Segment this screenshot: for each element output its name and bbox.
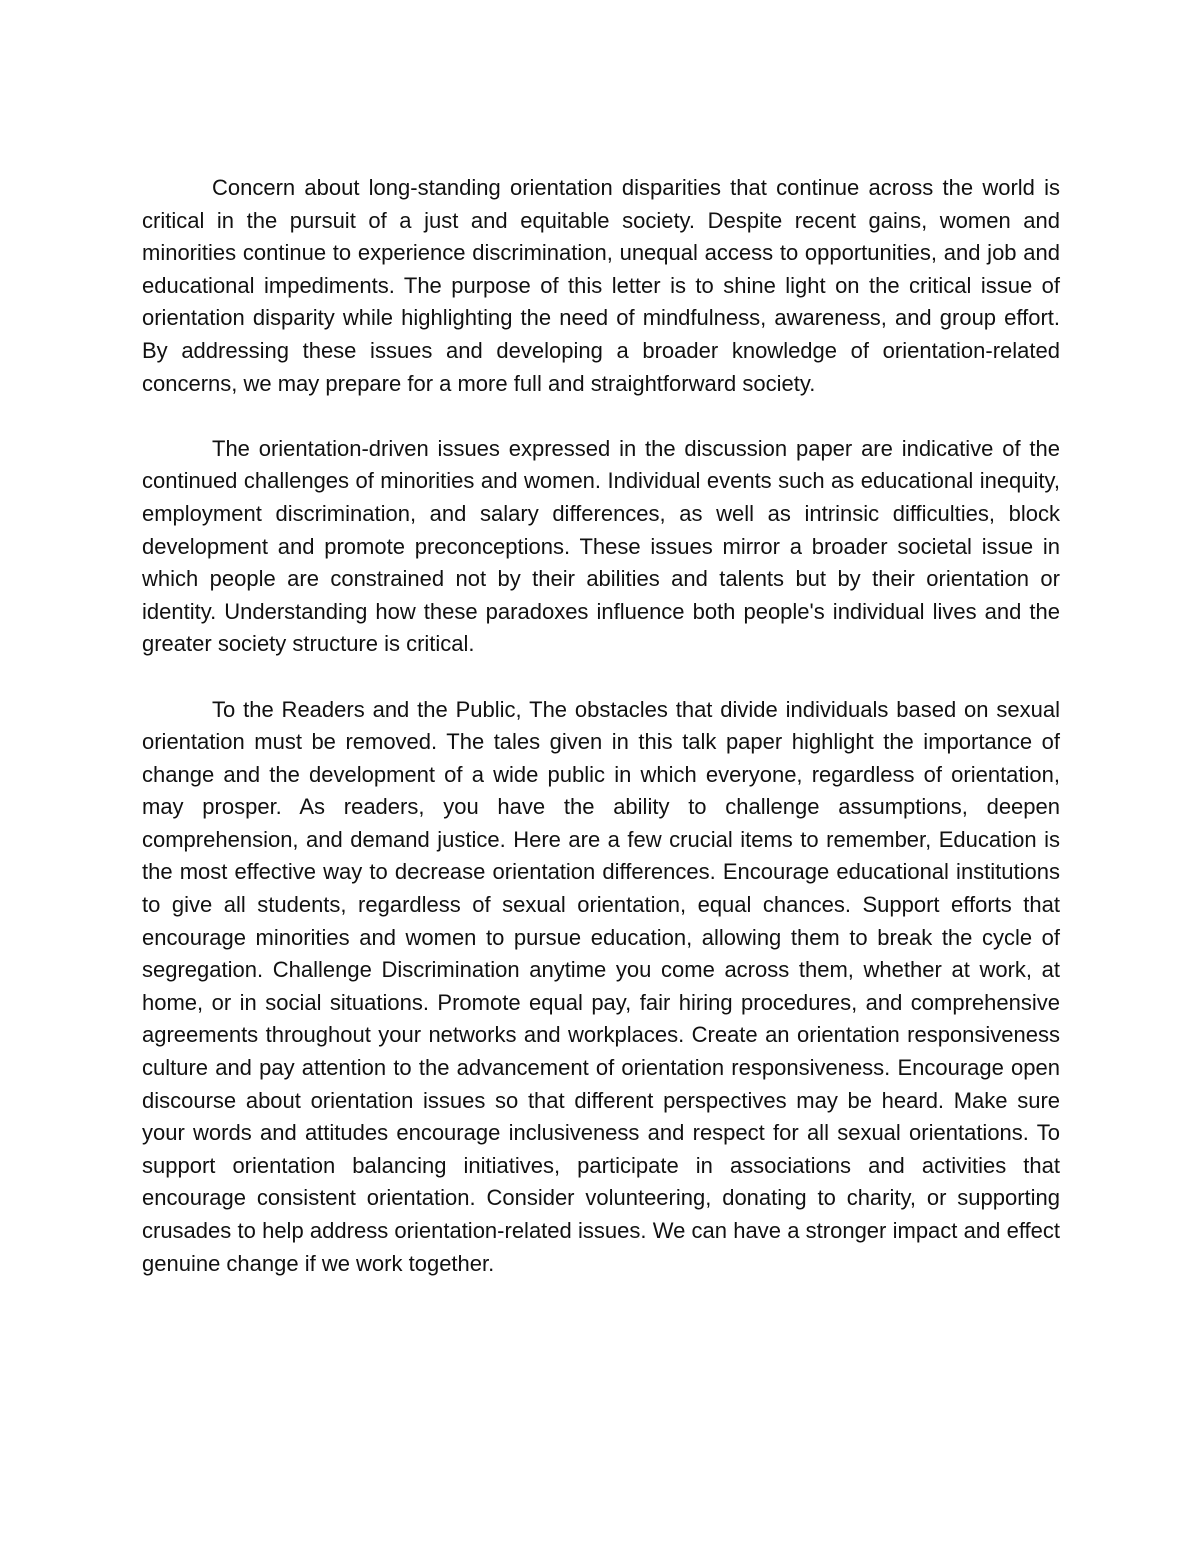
paragraph-2: The orientation-driven issues expressed in the discussion paper are indicative of the continued challenges of minorities and women. Individual events such as educational inequity, employment discrimination, and salary differences, as well as intrinsic difficulties, block development and promote preconceptions. These issues mirror a broader societal issue in which people are constrained not by their abilities and talents but by their orientation or identity. Understanding how these paradoxes influence both people's individual lives and the greater society structure is critical. [142,435,1060,657]
paragraph-3: To the Readers and the Public, The obstacles that divide individuals based on sexual orientation must be removed. The tales given in this talk paper highlight the importance of change and the development of a wide public in which everyone, regardless of orientation, may prosper. As readers, you have the ability to challenge assumptions, deepen comprehension, and demand justice. Here are a few crucial items to remember, Education is the most effective way to decrease orientation differences. Encourage educational institutions to give all students, regardless of sexual orientation, equal chances. Support efforts that encourage minorities and women to pursue education, allowing them to break the cycle of segregation. Challenge Discrimination anytime you come across them, whether at work, at home, or in social situations. Promote equal pay, fair hiring procedures, and comprehensive agreements throughout your networks and workplaces. Create an orientation responsiveness culture and pay attention to the advancement of orientation responsiveness. Encourage open discourse about orientation issues so that different perspectives may be heard. Make sure your words and attitudes encourage inclusiveness and respect for all sexual orientations. To support orientation balancing initiatives, participate in associations and activities that encourage consistent orientation. Consider volunteering, donating to charity, or supporting crusades to help address orientation-related issues. We can have a stronger impact and effect genuine change if we work together. [142,696,1060,1276]
paragraph-1: Concern about long-standing orientation disparities that continue across the world is critical in the pursuit of a just and equitable society. Despite recent gains, women and minorities continue to experience discrimination, unequal access to opportunities, and job and educational impediments. The purpose of this letter is to shine light on the critical issue of orientation disparity while highlighting the need of mindfulness, awareness, and group effort. By addressing these issues and developing a broader knowledge of orientation-related concerns, we may prepare for a more full and straightforward society. [142,175,1060,396]
document-body [142,172,1060,1313]
